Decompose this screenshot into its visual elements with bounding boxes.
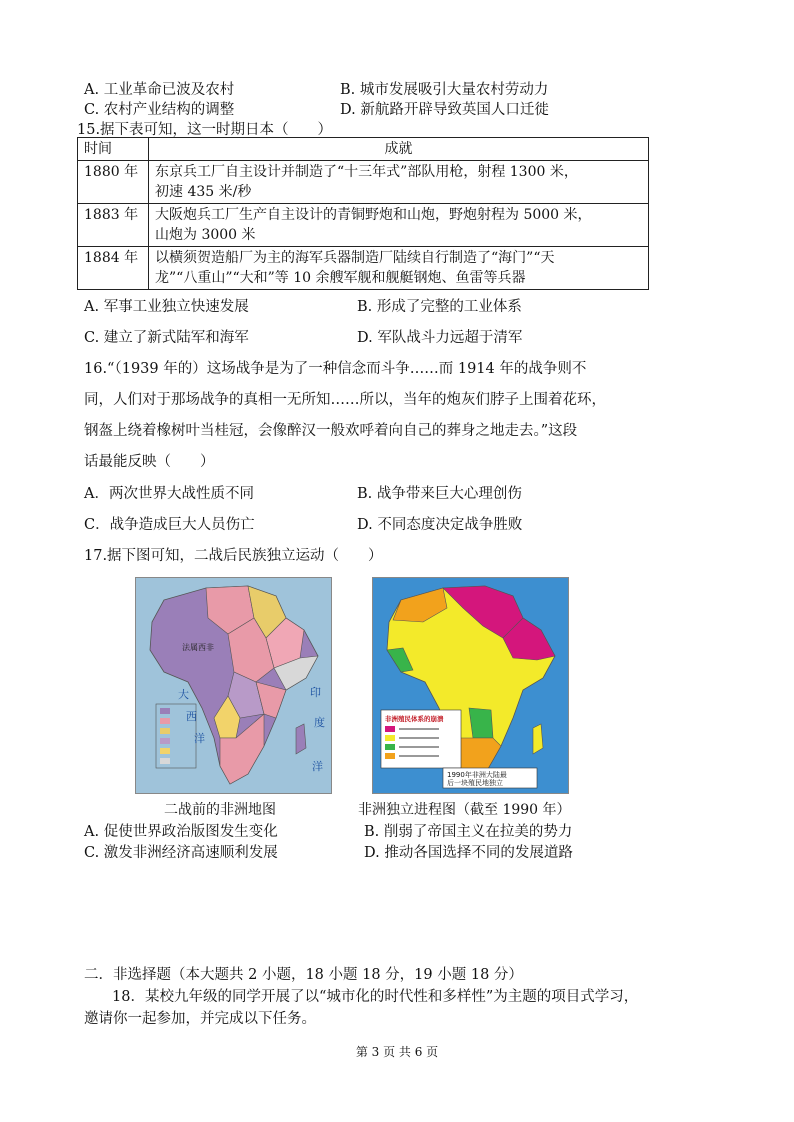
section2-title: 二．非选择题（本大题共 2 小题，18 小题 18 分，19 小题 18 分）: [84, 967, 523, 983]
map1-label-colony: 法属西非: [182, 643, 214, 652]
table-row: [78, 161, 649, 204]
q17-option-b: B. 削弱了帝国主义在拉美的势力: [364, 824, 573, 840]
map1-label-du: 度: [314, 716, 325, 729]
q18-line-2: 邀请你一起参加，并完成以下任务。: [84, 1011, 316, 1027]
cell-line: 东京兵工厂自主设计并制造了“十三年式”部队用枪，射程 1300 米，: [155, 164, 578, 180]
q16-stem-line-4: 话最能反映（ ）: [84, 454, 215, 470]
cell-line: 初速 435 米/秒: [155, 184, 252, 200]
q16-option-c: C．战争造成巨大人员伤亡: [84, 517, 255, 533]
q16-stem-line-2: 同，人们对于那场战争的真相一无所知……所以，当年的炮灰们脖子上围着花环，: [84, 392, 606, 408]
africa-map-independence-graphic: [373, 578, 568, 793]
map1-label-ocean-yang: 洋: [194, 732, 205, 745]
q14-option-b: B. 城市发展吸引大量农村劳动力: [340, 82, 549, 98]
map1-caption: 二战前的非洲地图: [164, 802, 276, 818]
africa-map-independence: [372, 577, 569, 794]
cell-line: 大阪炮兵工厂生产自主设计的青铜野炮和山炮，野炮射程为 5000 米，: [155, 207, 592, 223]
page-footer: 第 3 页 共 6 页: [355, 1045, 439, 1059]
cell-line: 龙”“八重山”“大和”等 10 余艘军舰和舰艇钢炮、鱼雷等兵器: [155, 270, 526, 286]
q17-option-c: C. 激发非洲经济高速顺利发展: [84, 845, 278, 861]
q15-stem: 15.据下表可知，这一时期日本（ ）: [77, 122, 333, 138]
q15-table: [77, 137, 649, 290]
table-cell-achievement: [149, 204, 649, 247]
table-cell-year: 1884 年: [78, 247, 149, 290]
table-row: [78, 247, 649, 290]
q16-stem-line-3: 钢盔上绕着橡树叶当桂冠，会像醉汉一般欢呼着向自己的葬身之地走去。”这段: [84, 423, 578, 439]
africa-map-pre-ww2: [135, 577, 332, 794]
africa-map-pre-ww2-graphic: [136, 578, 331, 793]
q16-stem-line-1: 16.“（1939 年的）这场战争是为了一种信念而斗争……而 1914 年的战争则不: [84, 361, 587, 377]
q17-stem: 17.据下图可知，二战后民族独立运动（ ）: [84, 548, 383, 564]
table-cell-achievement: [149, 161, 649, 204]
map1-label-ocean-da: 大: [178, 688, 189, 701]
q15-option-d: D. 军队战斗力远超于清军: [357, 330, 523, 346]
table-row: [78, 204, 649, 247]
q14-option-a: A. 工业革命已波及农村: [84, 82, 235, 98]
map2-note-line-2: 后一块殖民地独立: [447, 779, 503, 787]
table-header-achievement: 成就: [149, 138, 649, 161]
q15-option-a: A. 军事工业独立快速发展: [84, 299, 249, 315]
q16-option-b: B. 战争带来巨大心理创伤: [357, 486, 522, 502]
q16-option-a: A．两次世界大战性质不同: [84, 486, 254, 502]
cell-line: 山炮为 3000 米: [155, 227, 256, 243]
cell-line: 以横须贺造船厂为主的海军兵器制造厂陆续自行制造了“海门”“天: [155, 250, 555, 266]
map1-label-yin: 印: [310, 686, 321, 699]
q17-option-a: A. 促使世界政治版图发生变化: [84, 824, 278, 840]
table-header-time: 时间: [78, 138, 149, 161]
map1-label-yang2: 洋: [312, 760, 323, 773]
q15-option-c: C. 建立了新式陆军和海军: [84, 330, 249, 346]
q17-option-d: D. 推动各国选择不同的发展道路: [364, 845, 573, 861]
q15-option-b: B. 形成了完整的工业体系: [357, 299, 522, 315]
map2-note-line-1: 1990年非洲大陆最: [447, 771, 507, 779]
table-cell-year: 1880 年: [78, 161, 149, 204]
q14-option-c: C. 农村产业结构的调整: [84, 102, 235, 118]
q14-option-d: D. 新航路开辟导致英国人口迁徙: [340, 102, 549, 118]
table-cell-year: 1883 年: [78, 204, 149, 247]
map2-legend-title: 非洲殖民体系的崩溃: [385, 715, 444, 723]
q18-line-1: 18．某校九年级的同学开展了以“城市化的时代性和多样性”为主题的项目式学习，: [112, 989, 639, 1005]
q16-option-d: D. 不同态度决定战争胜败: [357, 517, 523, 533]
table-cell-achievement: [149, 247, 649, 290]
table-header-row: [78, 138, 649, 161]
map2-caption: 非洲独立进程图（截至 1990 年）: [358, 802, 571, 818]
map1-label-ocean-xi: 西: [186, 710, 197, 723]
